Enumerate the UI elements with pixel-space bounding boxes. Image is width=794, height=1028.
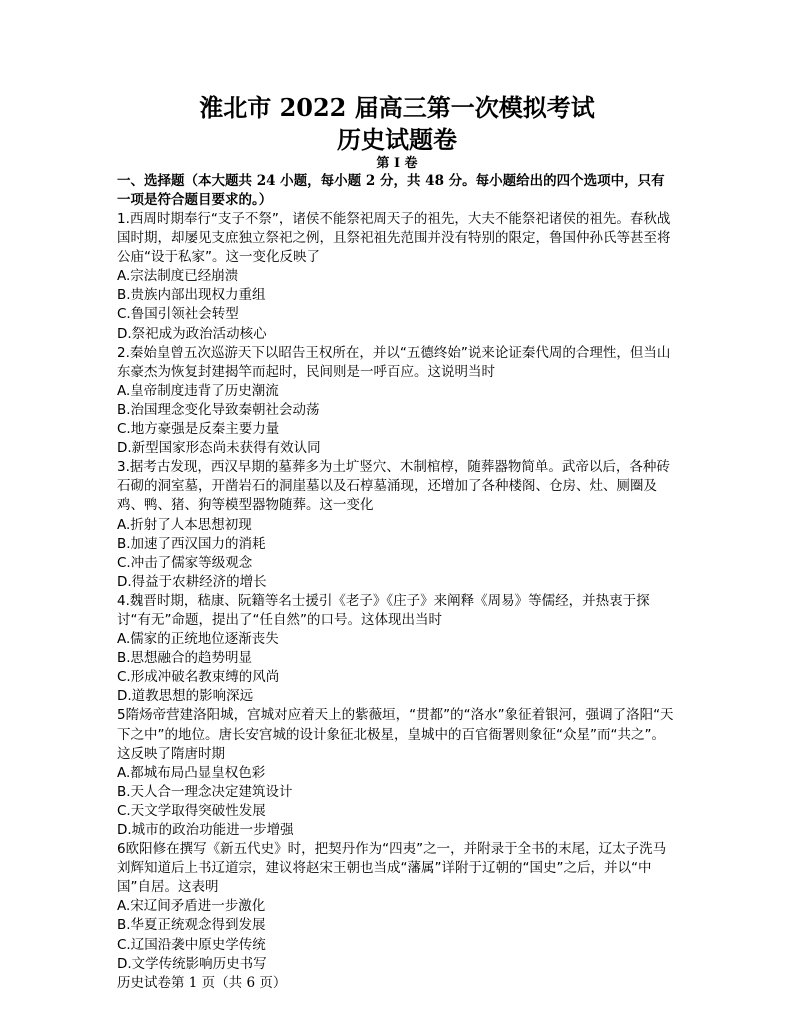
- exam-title: 淮北市 2022 届高三第一次模拟考试: [199, 93, 595, 122]
- question-2: [117, 344, 677, 459]
- option-a: A.宋辽间矛盾进一步激化: [117, 898, 266, 915]
- option-a: A.儒家的正统地位逐渐丧失: [117, 631, 279, 648]
- question-3: [117, 458, 677, 592]
- option-d: D.得益于农耕经济的增长: [117, 573, 267, 590]
- volume-label: 第 I 卷: [376, 156, 418, 171]
- option-c: C.冲击了儒家等级观念: [117, 554, 253, 571]
- option-d: D.新型国家形态尚未获得有效认同: [117, 440, 321, 457]
- option-c: C.天文学取得突破性发展: [117, 802, 266, 819]
- question-stem: 1.西周时期奉行“支子不祭”，诸侯不能祭祀周天子的祖先，大夫不能祭祀诸侯的祖先。春秋战国时期，却屡见支庶独立祭祀之例，且祭祀祖先范围并没有特别的限定，鲁国仲孙氏等甚至将公庙“设于私家”。这一变化反映了: [117, 211, 671, 266]
- option-b: B.思想融合的趋势明显: [117, 650, 253, 667]
- option-c: C.形成冲破名教束缚的风尚: [117, 669, 280, 686]
- question-1: [117, 210, 677, 344]
- question-stem: 6欧阳修在撰写《新五代史》时，把契丹作为“四夷”之一，并附录于全书的末尾，辽太子洗马刘辉知道后上书辽道宗，建议将赵宋王朝也当成“藩属”详附于辽朝的“国史”之后，并以“中国”自居。这表明: [117, 841, 667, 896]
- option-b: B.治国理念变化导致秦朝社会动荡: [117, 401, 320, 418]
- option-b: B.华夏正统观念得到发展: [117, 917, 266, 934]
- option-b: B.天人合一理念决定建筑设计: [117, 783, 293, 800]
- option-c: C.鲁国引领社会转型: [117, 306, 239, 323]
- question-5: [117, 706, 677, 840]
- question-stem: 4.魏晋时期，嵇康、阮籍等名士援引《老子》《庄子》来阐释《周易》等儒经，并热衷于探讨“有无”命题，提出了“任自然”的口号。这体现出当时: [117, 592, 650, 628]
- option-d: D.祭祀成为政治活动核心: [117, 325, 267, 342]
- option-a: A.宗法制度已经崩溃: [117, 268, 239, 285]
- option-a: A.折射了人本思想初现: [117, 516, 252, 533]
- page-footer: 历史试卷第 1 页（共 6 页）: [117, 974, 287, 991]
- option-a: A.都城布局凸显皇权色彩: [117, 764, 266, 781]
- option-a: A.皇帝制度违背了历史潮流: [117, 382, 279, 399]
- question-stem: 3.据考古发现，西汉早期的墓葬多为土圹竖穴、木制棺椁，随葬器物简单。武帝以后，各种砖石砌的洞室墓，开凿岩石的洞崖墓以及石椁墓涌现，还增加了各种楼阁、仓房、灶、厕圈及鸡、鸭、猪、狗等模型器物随葬。这一变化: [117, 459, 670, 514]
- exam-subtitle: 历史试题卷: [337, 125, 457, 154]
- option-d: D.文学传统影响历史书写: [117, 955, 267, 972]
- option-d: D.城市的政治功能进一步增强: [117, 822, 294, 838]
- option-b: B.加速了西汉国力的消耗: [117, 535, 266, 552]
- question-6: [117, 840, 677, 974]
- question-stem: 5隋炀帝营建洛阳城，宫城对应着天上的紫薇垣，“贯都”的“洛水”象征着银河，强调了洛阳“天下之中”的地位。唐长安宫城的设计象征北极星，皇城中的百官衙署则象征“众星”而“共之”。这反映了隋唐时期: [117, 707, 674, 762]
- section-heading: 一、选择题（本大题共 24 小题，每小题 2 分，共 48 分。每小题给出的四个选项中，只有一项是符合题目要求的。）: [117, 173, 665, 208]
- option-b: B.贵族内部出现权力重组: [117, 287, 266, 304]
- option-c: C.地方豪强是反秦主要力量: [117, 421, 280, 438]
- question-4: [117, 592, 677, 707]
- question-stem: 2.秦始皇曾五次巡游天下以昭告王权所在，并以“五德终始”说来论证秦代周的合理性，但当山东豪杰为恢复封建揭竿而起时，民间则是一呼百应。这说明当时: [117, 344, 671, 380]
- option-d: D.道教思想的影响深远: [117, 688, 254, 705]
- exam-page: [117, 92, 677, 993]
- option-c: C.辽国沿袭中原史学传统: [117, 936, 266, 953]
